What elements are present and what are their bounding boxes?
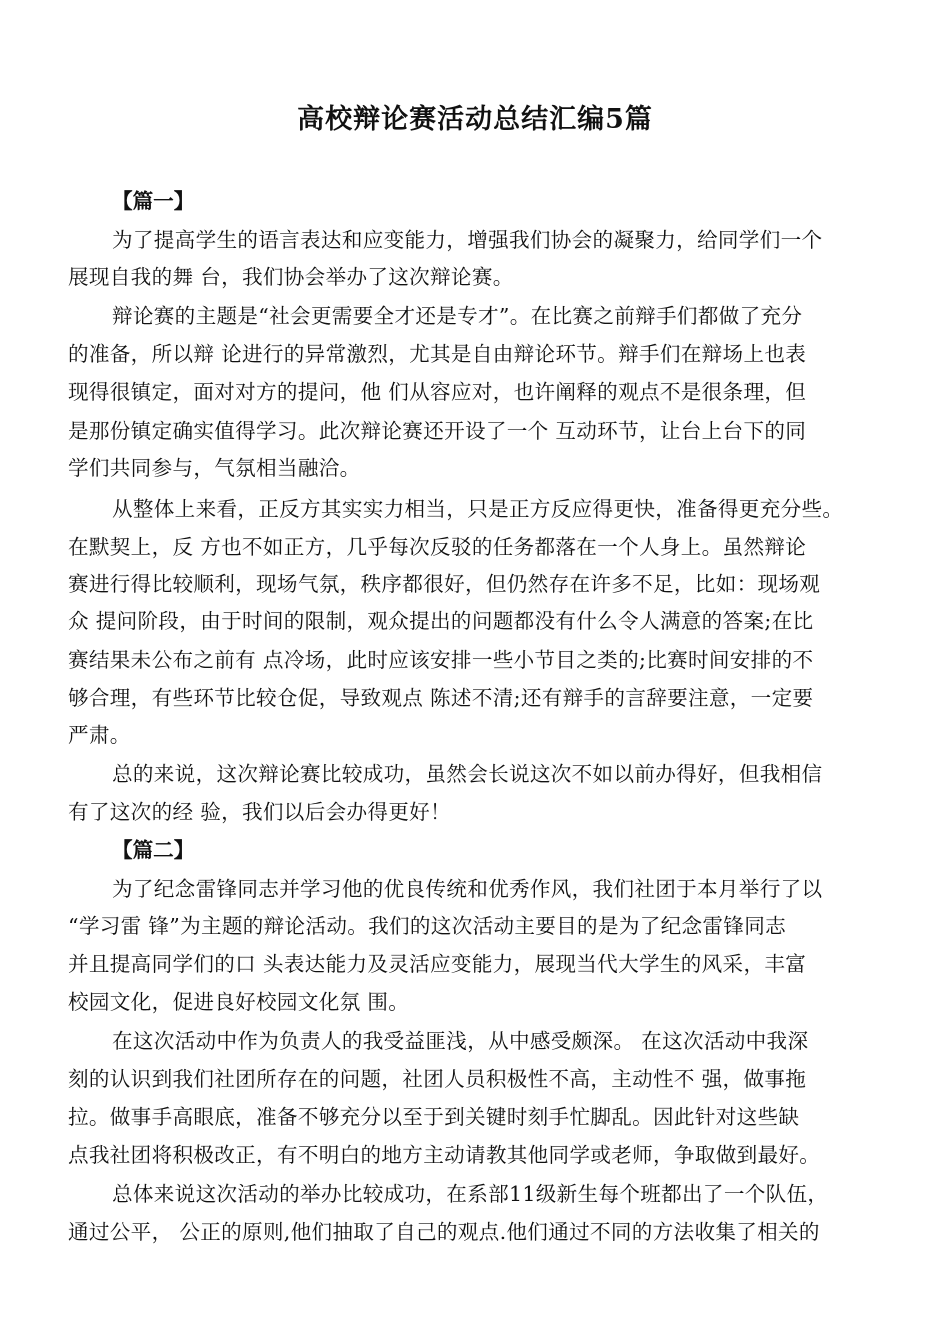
- section-heading-1: 【篇一】: [112, 189, 195, 213]
- paragraph-line: 辩论赛的主题是“社会更需要全才还是专才”。在比赛之前辩手们都做了充分: [112, 304, 803, 328]
- paragraph-line: 点我社团将积极改正，有不明白的地方主动请教其他同学或老师，争取做到最好。: [68, 1143, 821, 1167]
- paragraph-line: 众 提问阶段，由于时间的限制，观众提出的问题都没有什么令人满意的答案;在比: [68, 609, 814, 633]
- paragraph-line: 为了提高学生的语言表达和应变能力，增强我们协会的凝聚力，给同学们一个: [112, 228, 823, 252]
- paragraph-line: 并且提高同学们的口 头表达能力及灵活应变能力，展现当代大学生的风采，丰富: [68, 952, 807, 976]
- paragraph-line: 总体来说这次活动的举办比较成功，在系部11级新生每个班都出了一个队伍，: [112, 1182, 829, 1206]
- paragraph-line: 为了纪念雷锋同志并学习他的优良传统和优秀作风，我们社团于本月举行了以: [112, 877, 823, 901]
- paragraph-line: 在默契上，反 方也不如正方，几乎每次反驳的任务都落在一个人身上。虽然辩论: [68, 535, 807, 559]
- paragraph-line: 有了这次的经 验，我们以后会办得更好！: [68, 800, 451, 824]
- paragraph-line: 从整体上来看，正反方其实实力相当，只是正方反应得更快，准备得更充分些。: [112, 497, 844, 521]
- paragraph-line: 学们共同参与，气氛相当融洽。: [68, 456, 361, 480]
- paragraph-line: 够合理，有些环节比较仓促，导致观点 陈述不清;还有辩手的言辞要注意，一定要: [68, 686, 814, 710]
- paragraph-line: 赛结果未公布之前有 点冷场，此时应该安排一些小节目之类的;比赛时间安排的不: [68, 648, 814, 672]
- paragraph-line: 刻的认识到我们社团所存在的问题，社团人员积极性不高，主动性不 强，做事拖: [68, 1067, 807, 1091]
- paragraph-line: 的准备，所以辩 论进行的异常激烈，尤其是自由辩论环节。辩手们在辩场上也表: [68, 342, 807, 366]
- paragraph-line: 是那份镇定确实值得学习。此次辩论赛还开设了一个 互动环节，让台上台下的同: [68, 419, 807, 443]
- paragraph-line: 拉。做事手高眼底，准备不够充分以至于到关键时刻手忙脚乱。因此针对这些缺: [68, 1105, 800, 1129]
- section-heading-2: 【篇二】: [112, 838, 195, 862]
- paragraph-line: 校园文化，促进良好校园文化氛 围。: [68, 990, 410, 1014]
- document-title: 高校辩论赛活动总结汇编5篇: [297, 104, 653, 135]
- paragraph-line: “学习雷 锋”为主题的辩论活动。我们的这次活动主要目的是为了纪念雷锋同志: [68, 914, 786, 938]
- paragraph-line: 展现自我的舞 台，我们协会举办了这次辩论赛。: [68, 265, 514, 289]
- paragraph-line: 赛进行得比较顺利，现场气氛，秩序都很好，但仍然存在许多不足，比如：现场观: [68, 572, 821, 596]
- paragraph-line: 在这次活动中作为负责人的我受益匪浅，从中感受颇深。 在这次活动中我深: [112, 1029, 809, 1053]
- paragraph-line: 现得很镇定，面对对方的提问，他 们从容应对，也许阐释的观点不是很条理，但: [68, 380, 807, 404]
- paragraph-line: 严肃。: [68, 723, 131, 747]
- paragraph-line: 总的来说，这次辩论赛比较成功，虽然会长说这次不如以前办得好，但我相信: [112, 762, 823, 786]
- paragraph-line: 通过公平， 公正的原则,他们抽取了自己的观点.他们通过不同的方法收集了相关的: [68, 1220, 820, 1244]
